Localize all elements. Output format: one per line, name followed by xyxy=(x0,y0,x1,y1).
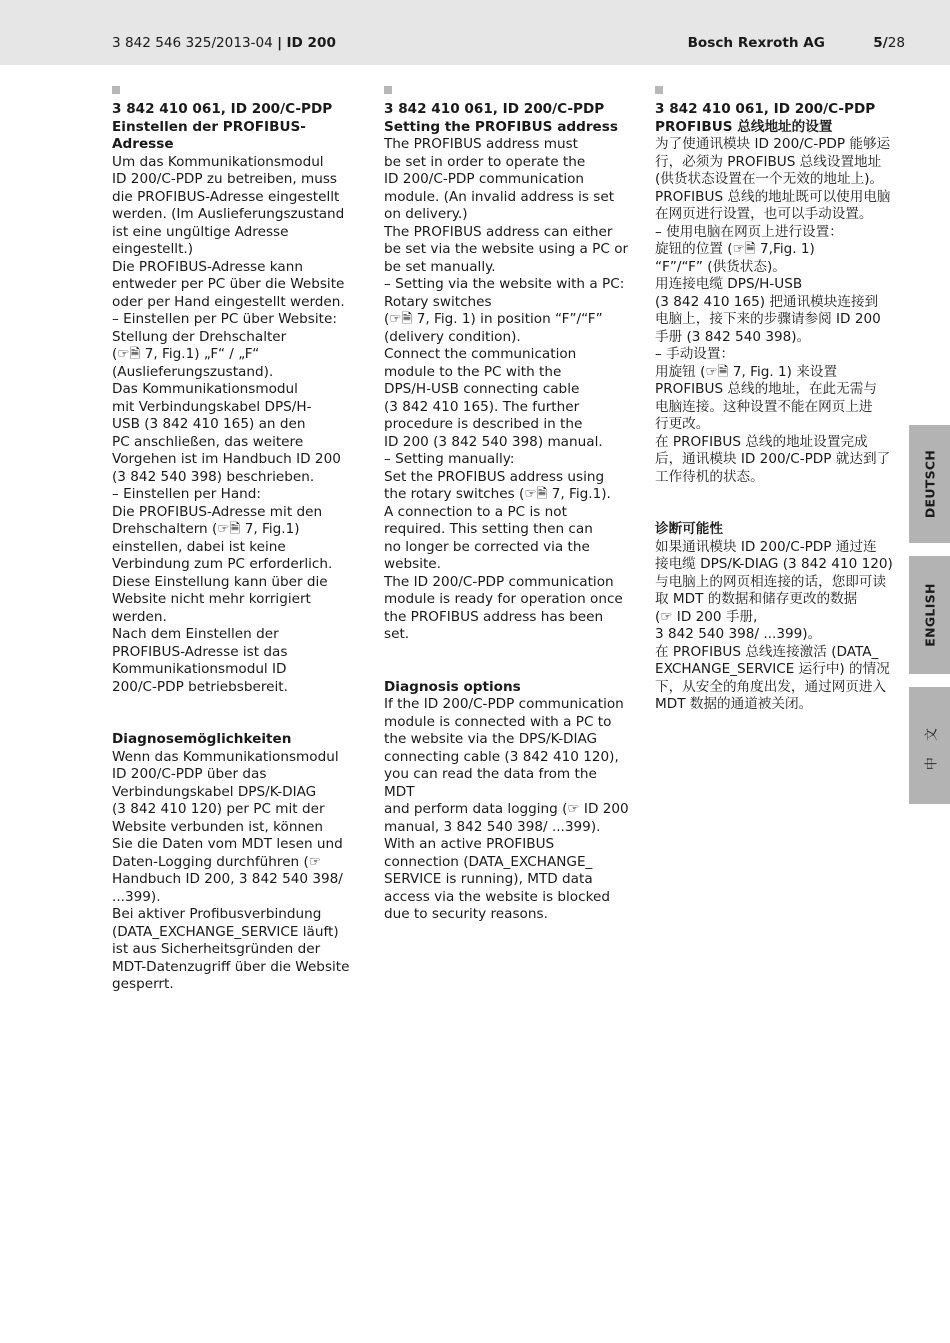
section-subheading: PROFIBUS 总线地址的设置 xyxy=(655,118,833,135)
page-number xyxy=(873,35,905,51)
section-body: 为了使通讯模块 ID 200/C-PDP 能够运 行，必须为 PROFIBUS 总线设置地址 (供货状态设置在一个无效的地址上)。 PROFIBUS 总线的地址既可以使用电脑 在网页进行设置，也可以手动设置。 – 使用电脑在网页上进行设置： 旋钮的位置 (☞🗎 7,Fig. 1) “F”/“F” (供货状态)。 用连接电缆 DPS/H-USB (3 842 410 165) 把通讯模块连接到 电脑上，接下来的步骤请参阅 ID 200 手册 (3 842 540 398)。 – 手动设置： 用旋钮 (☞🗎 7, Fig. 1) 来设置 PROFIBUS 总线的地址，在此无需与 电脑连接。这种设置不能在网页上进 行更改。 在 PROFIBUS 总线的地址设置完成 后，通讯模块 ID 200/C-PDP 就达到了 工作待机的状态。 xyxy=(655,136,891,485)
language-tab-label: 中 文 xyxy=(924,721,939,770)
column-chinese xyxy=(655,86,901,714)
page-total: 28 xyxy=(887,35,905,51)
language-tab-label: DEUTSCH xyxy=(922,449,937,519)
company-name: Bosch Rexroth AG xyxy=(687,35,825,51)
column-english xyxy=(384,86,630,924)
diagnosis-body: If the ID 200/C-PDP communication module is connected with a PC to the website via the DPS/K-DIAG connecting cable (3 842 410 120), you can read the data from the MDT and perform data logging (☞ ID 200 manual, 3 842 540 398/ ...399). With an active PROFIBUS connection (DATA_EXCHANGE_ SERVICE is running), MTD data access via the website is blocked due to security reasons. xyxy=(384,696,629,922)
page-current: 5/ xyxy=(873,35,888,51)
diagnosis-title: 诊断可能性 xyxy=(655,521,723,537)
diagnosis-title: Diagnosis options xyxy=(384,678,521,695)
language-tab-english[interactable] xyxy=(909,556,950,674)
section-heading: 3 842 410 061, ID 200/C-PDP xyxy=(655,101,876,117)
header-company-page xyxy=(688,35,905,52)
section-marker xyxy=(112,86,120,94)
section-body: Um das Kommunikationsmodul ID 200/C-PDP zu betreiben, muss die PROFIBUS-Adresse eingestellt werden. (Im Auslieferungszustand ist eine ungültige Adresse eingestellt.) Die PROFIBUS-Adresse kann entweder per PC über die Website oder per Hand eingestellt werden. – Einstellen per PC über Website: Stellung der Drehschalter (☞🗎 7, Fig.1) „F“ / „F“ (Auslieferungszustand). Das Kommunikationsmodul mit Verbindungskabel DPS/H- USB (3 842 410 165) an den PC anschließen, das weitere Vorgehen ist im Handbuch ID 200 (3 842 540 398) beschrieben. – Einstellen per Hand: Die PROFIBUS-Adresse mit den Drehschaltern (☞🗎 7, Fig.1) einstellen, dabei ist keine Verbindung zum PC erforderlich. Diese Einstellung kann über die Website nicht mehr korrigiert werden. Nach dem Einstellen der PROFIBUS-Adresse ist das Kommunikationsmodul ID 200/C-PDP betriebsbereit. xyxy=(112,153,345,695)
section-marker xyxy=(384,86,392,94)
header-separator: | xyxy=(277,35,283,51)
language-tab-label: ENGLISH xyxy=(922,583,937,647)
diagnosis-body: Wenn das Kommunikationsmodul ID 200/C-PDP über das Verbindungskabel DPS/K-DIAG (3 842 410 120) per PC mit der Website verbunden ist, können Sie die Daten vom MDT lesen und Daten-Logging durchführen (☞ Handbuch ID 200, 3 842 540 398/ ...399). Bei aktiver Profibusverbindung (DATA_EXCHANGE_SERVICE läuft) ist aus Sicherheitsgründen der MDT-Datenzugriff über die Website gesperrt. xyxy=(112,748,350,992)
column-german xyxy=(112,86,358,994)
diagnosis-body: 如果通讯模块 ID 200/C-PDP 通过连 接电缆 DPS/K-DIAG (3 842 410 120) 与电脑上的网页相连接的话，您即可读 取 MDT 的数据和储存更改的数据 (☞ ID 200 手册, 3 842 540 398/ ...399)。 在 PROFIBUS 总线连接激活 (DATA_ EXCHANGE_SERVICE 运行中) 的情况 下，从安全的角度出发，通过网页进入 MDT 数据的通道被关闭。 xyxy=(655,538,893,712)
product-name: ID 200 xyxy=(286,35,336,51)
section-subheading: Setting the PROFIBUS address xyxy=(384,118,618,135)
section-body: The PROFIBUS address must be set in order to operate the ID 200/C-PDP communication module. (An invalid address is set on delivery.) The PROFIBUS address can either be set via the website using a PC or be set manually. – Setting via the website with a PC: Rotary switches (☞🗎 7, Fig. 1) in position “F”/“F” (delivery condition). Connect the communication module to the PC with the DPS/H-USB connecting cable (3 842 410 165). The further procedure is described in the ID 200 (3 842 540 398) manual. – Setting manually: Set the PROFIBUS address using the rotary switches (☞🗎 7, Fig.1). A connection to a PC is not required. This setting then can no longer be corrected via the website. The ID 200/C-PDP communication module is ready for operation once the PROFIBUS address has been set. xyxy=(384,136,629,642)
language-tab-chinese[interactable] xyxy=(909,687,950,804)
section-heading: 3 842 410 061, ID 200/C-PDP xyxy=(384,101,605,117)
section-marker xyxy=(655,86,663,94)
diagnosis-title: Diagnosemöglichkeiten xyxy=(112,731,292,747)
language-tab-deutsch[interactable] xyxy=(909,425,950,543)
section-heading: 3 842 410 061, ID 200/C-PDP xyxy=(112,101,333,117)
doc-number: 3 842 546 325/2013-04 xyxy=(112,35,273,51)
page-header xyxy=(0,0,950,65)
header-doc-info xyxy=(112,35,336,52)
section-subheading: Einstellen der PROFIBUS-Adresse xyxy=(112,118,306,152)
